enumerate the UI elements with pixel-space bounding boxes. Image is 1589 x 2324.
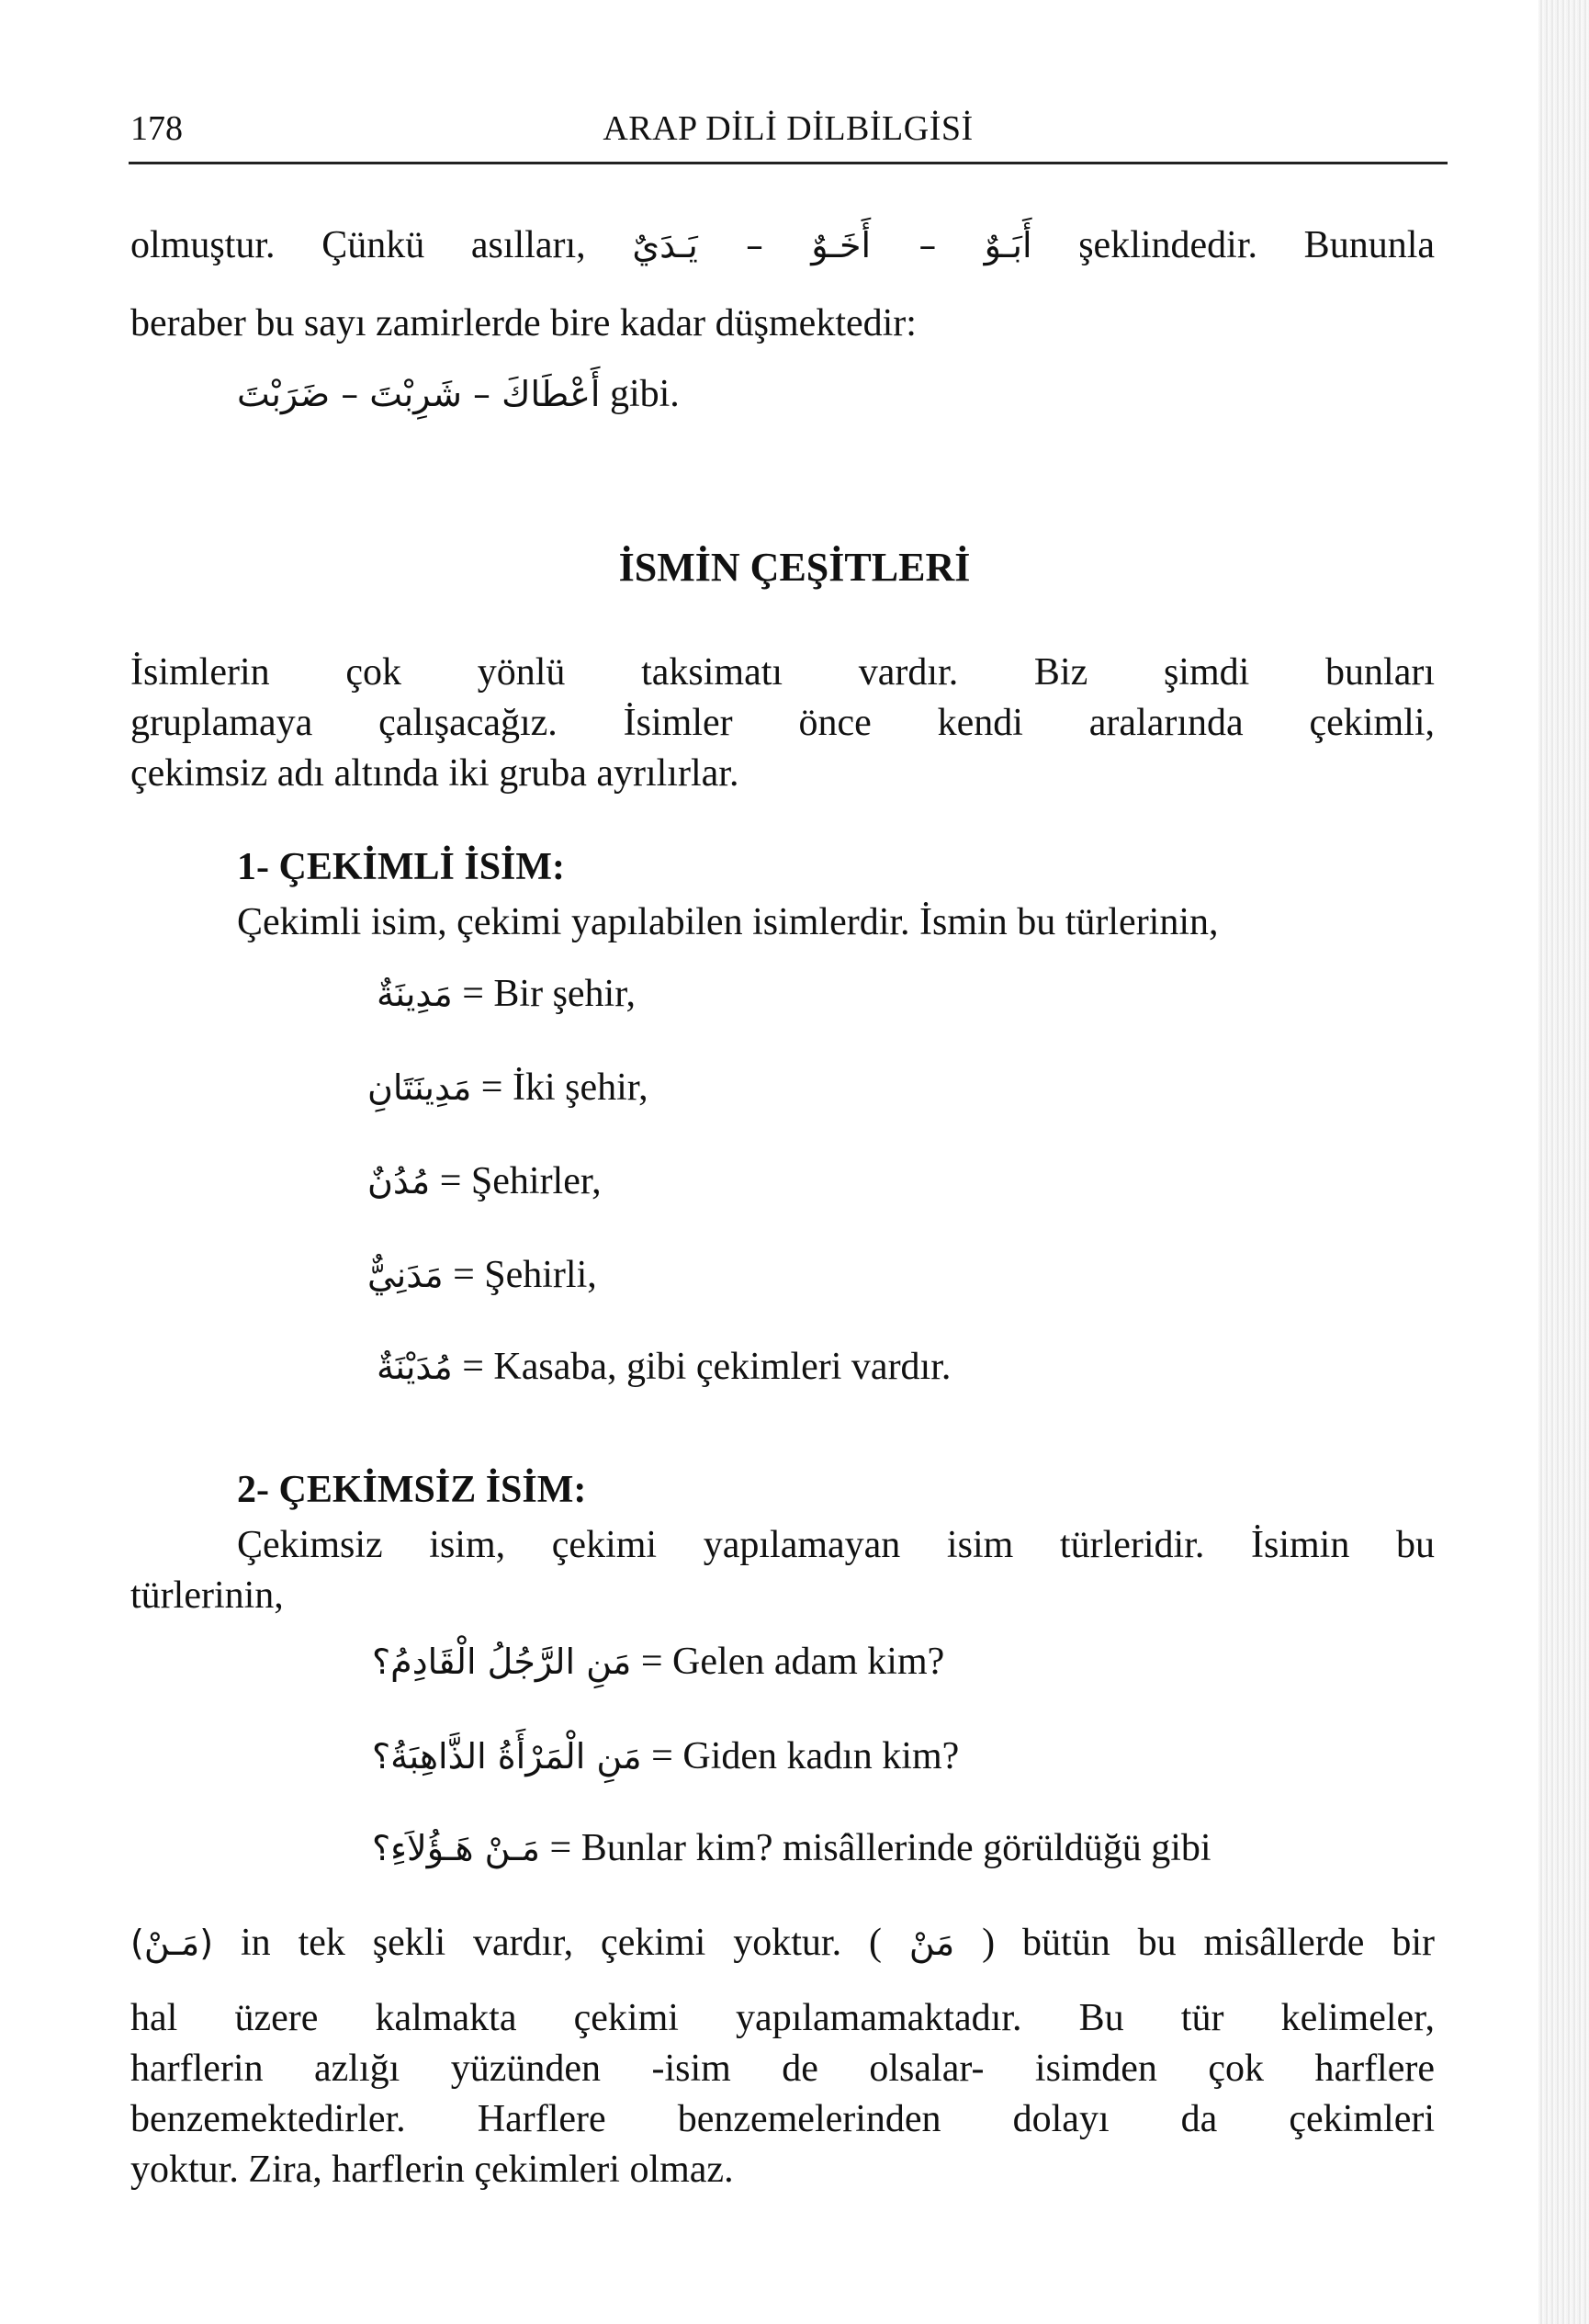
cekimsiz-intro-line-2: türlerinin, — [130, 1574, 284, 1617]
intro-arabic-2: أَعْطَاكَ – شَرِبْتَ – ضَرَبْتَ — [237, 374, 601, 414]
cekimli-item-arabic: مَدِينَتَانِ — [367, 1067, 472, 1108]
section-para-line-3: çekimsiz adı altında iki gruba ayrılırlar. — [130, 752, 739, 795]
cekimli-item-arabic: مَدِينَةٌ — [377, 974, 453, 1014]
cekimli-item-meaning: = Bir şehir, — [462, 973, 637, 1015]
intro-line-2: beraber bu sayı zamirlerde bire kadar düşmektedir: — [130, 302, 917, 344]
cekimli-item — [377, 972, 636, 1016]
cekimli-item-arabic: مَدَنِيٌّ — [367, 1255, 444, 1295]
cekimsiz-example-meaning: = Gelen adam kim? — [640, 1641, 945, 1683]
closing-line-1: hal üzere kalmakta çekimi yapılamamaktadır. Bu tür kelimeler, — [130, 1997, 1435, 2039]
section-para-line-1: İsimlerin çok yönlü taksimatı vardır. Biz şimdi bunları — [130, 651, 1435, 694]
cekimsiz-intro-line-1: Çekimsiz isim, çekimi yapılamayan isim türleridir. İsimin bu — [237, 1524, 1435, 1566]
section-title: İSMİN ÇEŞİTLERİ — [618, 545, 971, 590]
cekimsiz-example-arabic: مَـنْ هَـؤُلاَءِ؟ — [372, 1828, 541, 1868]
closing-line-3: benzemektedirler. Harflere benzemelerinden dolayı da çekimleri — [130, 2098, 1435, 2140]
intro-line-3 — [237, 372, 680, 416]
men-arabic-2: مَنْ — [908, 1923, 955, 1963]
cekimli-item-arabic: مُدُنٌ — [367, 1161, 431, 1201]
cekimsiz-title: 2- ÇEKİMSİZ İSİM: — [237, 1469, 587, 1511]
cekimsiz-example — [372, 1640, 944, 1684]
cekimsiz-after-line — [130, 1918, 1435, 1969]
page-header — [130, 108, 1446, 165]
intro-text-b: şeklindedir. Bununla — [1078, 224, 1436, 266]
after-text-b: ) bütün bu misâllerde bir — [982, 1922, 1436, 1964]
cekimsiz-example-meaning: = Bunlar kim? misâllerinde görüldüğü gibi — [549, 1827, 1211, 1869]
cekimli-item-meaning: = Şehirler, — [439, 1160, 602, 1202]
intro-arabic-1: أَبَـوٌ – أَخَـوٌ – يَـدَيٌ — [632, 225, 1032, 265]
closing-line-4: yoktur. Zira, harflerin çekimleri olmaz. — [130, 2149, 734, 2191]
cekimli-item-meaning: = Şehirli, — [453, 1254, 597, 1296]
running-title: ARAP DİLİ DİLBİLGİSİ — [603, 109, 974, 148]
cekimli-item — [367, 1066, 648, 1110]
cekimsiz-example-meaning: = Giden kadın kim? — [651, 1735, 960, 1777]
section-para-line-2: gruplamaya çalışacağız. İsimler önce kendi aralarında çekimli, — [130, 702, 1435, 744]
cekimli-item-meaning: = İki şehir, — [480, 1066, 648, 1109]
cekimli-item-meaning: = Kasaba, gibi çekimleri vardır. — [462, 1346, 952, 1388]
page-number: 178 — [130, 109, 183, 148]
after-text-a: in tek şekli vardır, çekimi yoktur. ( — [241, 1922, 882, 1964]
cekimli-item-arabic: مُدَيْنَةٌ — [377, 1347, 453, 1387]
men-arabic-1: (مَـنْ) — [130, 1923, 214, 1963]
cekimli-item — [377, 1345, 951, 1389]
header-rule — [129, 162, 1448, 164]
cekimli-intro: Çekimli isim, çekimi yapılabilen isimlerdir. İsmin bu türlerinin, — [237, 901, 1219, 943]
cekimli-title: 1- ÇEKİMLİ İSİM: — [237, 846, 566, 888]
cekimsiz-example — [372, 1826, 1211, 1870]
cekimsiz-example — [372, 1734, 959, 1778]
cekimli-item — [367, 1159, 602, 1203]
scan-edge — [1538, 0, 1589, 2324]
closing-line-2: harflerin azlığı yüzünden -isim de olsalar- isimden çok harflere — [130, 2048, 1435, 2090]
intro-line-1 — [130, 220, 1435, 271]
cekimsiz-example-arabic: مَنِ الرَّجُلُ الْقَادِمُ؟ — [372, 1641, 632, 1682]
intro-text-gibi: gibi. — [609, 373, 680, 415]
cekimli-item — [367, 1253, 597, 1297]
cekimsiz-example-arabic: مَنِ الْمَرْأَةُ الذَّاهِبَةُ؟ — [372, 1736, 642, 1777]
intro-text-a: olmuştur. Çünkü asılları, — [130, 224, 586, 266]
